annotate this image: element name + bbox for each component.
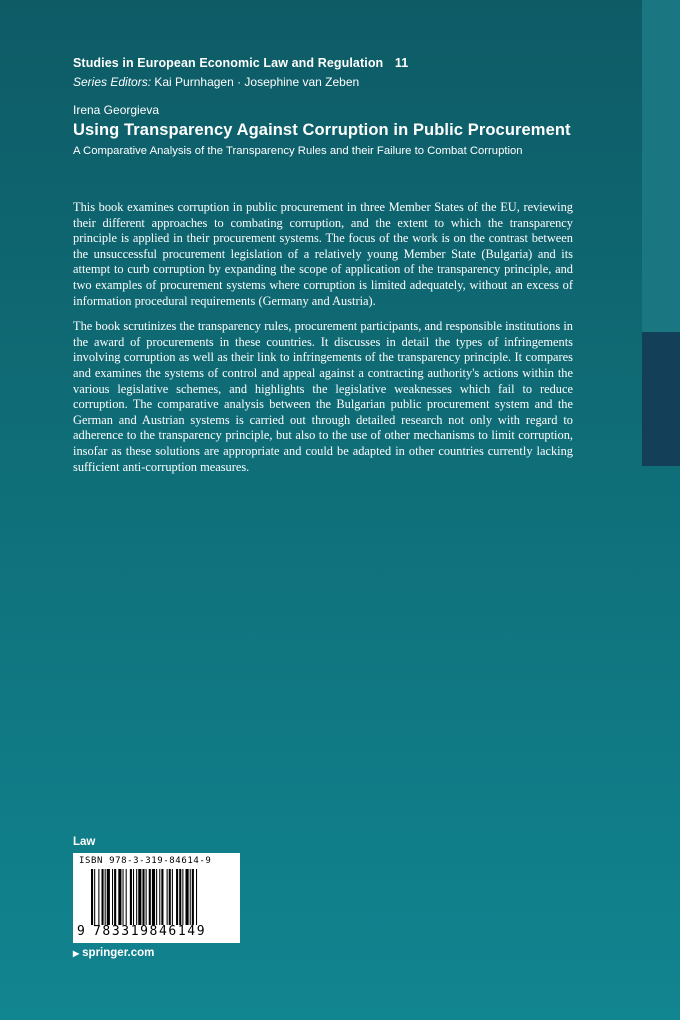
barcode-bar: [118, 869, 121, 925]
series-editors-label: Series Editors:: [73, 75, 152, 89]
book-subtitle: A Comparative Analysis of the Transparency Rules and their Failure to Combat Corruption: [73, 145, 523, 157]
barcode-bar: [126, 869, 127, 925]
barcode-bar: [167, 869, 168, 925]
barcode-bar: [94, 869, 95, 925]
cover-header: [73, 56, 633, 157]
barcode-bar: [192, 869, 194, 925]
barcode-bar: [133, 869, 134, 925]
description-paragraph-1: This book examines corruption in public procurement in three Member States of the EU, reviewing their different approaches to combating corruption, and the extent to which the transparency principle is applied in their procurement systems. The focus of the work is on the contrast between the unsuccessful procurement legislation of a relatively young Member State (Bulgaria) and its attempt to curb corruption by expanding the scope of application of the transparency principle, and two examples of procurement systems where corruption is limited adequately, without an excess of information procedural requirements (Germany and Austria).: [73, 200, 573, 308]
barcode-bar: [190, 869, 191, 925]
spine-tab-accent: [642, 332, 680, 466]
series-title-line: [73, 56, 633, 70]
barcode-bar: [91, 869, 93, 925]
barcode-bar: [138, 869, 141, 925]
barcode-bar: [142, 869, 144, 925]
barcode-bar: [112, 869, 113, 925]
barcode-bar: [159, 869, 160, 925]
series-title: Studies in European Economic Law and Regulation: [73, 56, 384, 70]
barcode-bar: [172, 869, 173, 925]
barcode-bar: [130, 869, 132, 925]
barcode-bar: [146, 869, 147, 925]
barcode-bar: [169, 869, 171, 925]
barcode-bar: [98, 869, 99, 925]
barcode-bar: [196, 869, 197, 925]
barcode-bar: [182, 869, 183, 925]
barcode-bar: [176, 869, 178, 925]
barcode-bars: [91, 869, 239, 925]
barcode-bar: [105, 869, 106, 925]
barcode-first-digit: 9: [77, 924, 85, 939]
book-author: Irena Georgieva: [73, 103, 160, 117]
series-editors: Kai Purnhagen · Josephine van Zeben: [154, 75, 360, 89]
barcode-bar: [179, 869, 181, 925]
barcode-bar: [123, 869, 124, 925]
isbn-text: ISBN 978-3-319-84614-9: [79, 856, 212, 866]
barcode-bar: [186, 869, 189, 925]
book-description: [73, 200, 573, 485]
series-editors-line: [73, 75, 633, 89]
publisher-url: springer.com: [82, 947, 155, 959]
barcode-bar: [156, 869, 157, 925]
barcode-bar: [161, 869, 163, 925]
publisher-link[interactable]: [73, 947, 154, 959]
spine-tab-top: [642, 0, 680, 332]
series-number: 11: [394, 56, 409, 70]
isbn-barcode: [73, 853, 240, 943]
barcode-bar: [152, 869, 155, 925]
description-paragraph-2: The book scrutinizes the transparency rules, procurement participants, and responsible institutions in the award of procurements in these countries. It discusses in detail the types of infringements involving corruption as well as their link to infringements of the transparency principle. It compares and examines the systems of control and appeal against a contracting authority's actions within the various legislative schemes, and highlights the legislative weaknesses which fail to reduce corruption. The comparative analysis between the Bulgarian public procurement system and the German and Austrian systems is carried out through detailed research not only with regard to adherence to the transparency principle, but also to the use of other mechanisms to limit corruption, insofar as these solutions are appropriate and could be adapted in other countries currently lacking sufficient anti-corruption measures.: [73, 319, 573, 474]
barcode-bar: [149, 869, 151, 925]
barcode-digits: 783319846149: [93, 924, 207, 939]
barcode-bar: [102, 869, 104, 925]
barcode-bar: [136, 869, 137, 925]
barcode-bar: [107, 869, 110, 925]
book-title: Using Transparency Against Corruption in Public Procurement: [73, 121, 571, 139]
barcode-bar: [114, 869, 116, 925]
subject-category: Law: [73, 836, 96, 848]
arrow-right-icon: ▶: [73, 948, 80, 958]
